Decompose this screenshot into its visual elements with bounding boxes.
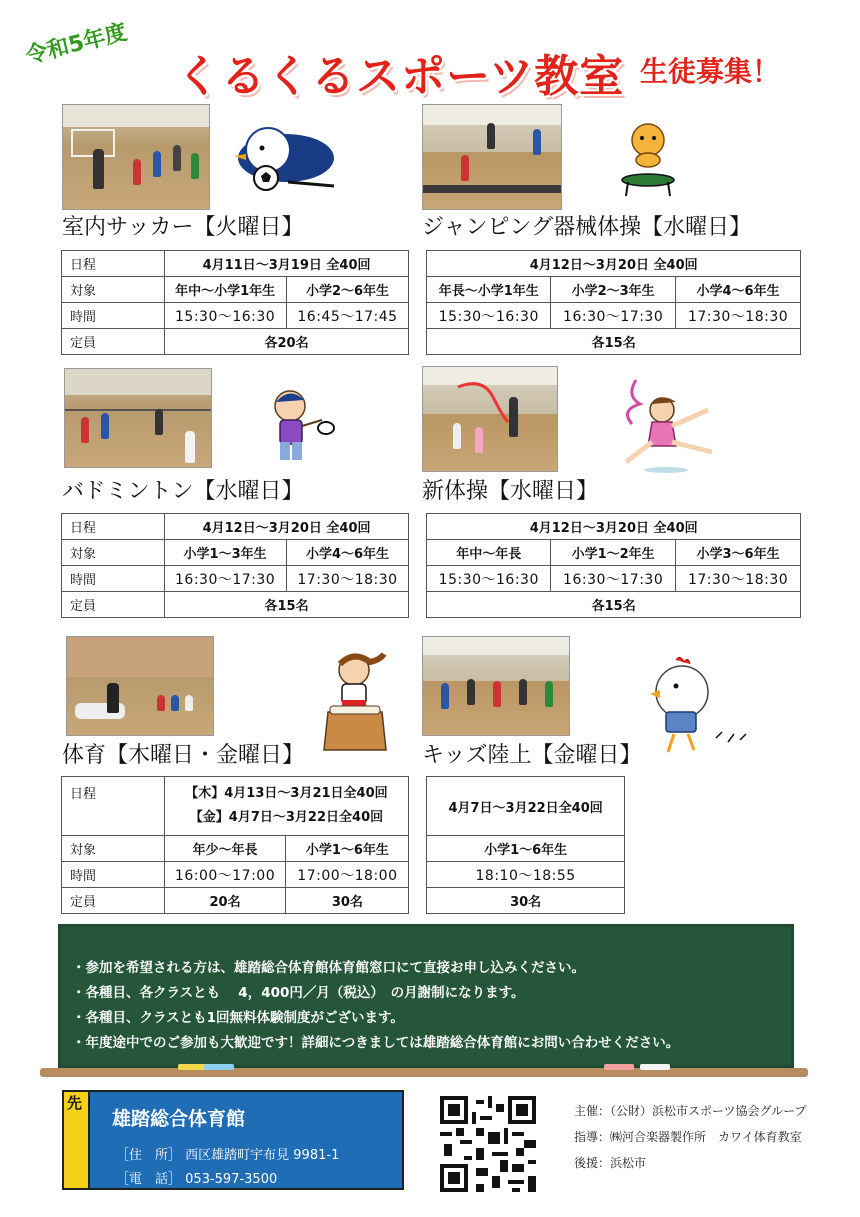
- rhythmic-photo: [422, 366, 558, 472]
- sport-label-athletics: キッズ陸上【金曜日】: [422, 743, 642, 768]
- rhythmic-target: 小学3～6年生: [676, 540, 801, 566]
- rhythmic-schedule: 4月12日～3月20日 全40回: [427, 514, 801, 540]
- row-header-schedule: 日程: [62, 777, 165, 836]
- badminton-target: 小学1～3年生: [164, 540, 286, 566]
- schedule-table-2: [61, 513, 801, 618]
- jumping-time: 17:30～18:30: [676, 303, 801, 329]
- rhythmic-target: 年中～年長: [427, 540, 551, 566]
- jumping-time: 16:30～17:30: [551, 303, 676, 329]
- row-header-target: 対象: [62, 836, 165, 862]
- schedule-table-3: [61, 776, 625, 914]
- contact-tag-label: 先: [65, 1095, 83, 1111]
- soccer-time: 15:30～16:30: [164, 303, 286, 329]
- badminton-boy-illustration: [268, 384, 340, 470]
- pe-photo: [66, 636, 214, 736]
- row-header-schedule: 日程: [62, 514, 165, 540]
- phone-label: ［電 話］: [116, 1172, 182, 1187]
- address-label: ［住 所］: [116, 1148, 182, 1163]
- row-header-schedule: 日程: [62, 251, 165, 277]
- sport-label-soccer: 室内サッカー【火曜日】: [62, 215, 304, 240]
- jumping-photo: [422, 104, 562, 210]
- page-title: くるくるスポーツ教室: [176, 51, 625, 102]
- phone-number[interactable]: 053-597-3500: [185, 1172, 278, 1187]
- sport-label-jumping: ジャンピング器械体操【水曜日】: [422, 215, 752, 240]
- badminton-schedule: 4月12日～3月20日 全40回: [164, 514, 409, 540]
- rhythmic-time: 16:30～17:30: [551, 566, 676, 592]
- rhythmic-time: 15:30～16:30: [427, 566, 551, 592]
- athletics-capacity: 30名: [427, 888, 625, 914]
- dog-trampoline-illustration: [616, 120, 680, 198]
- recruit-label: 生徒募集！: [640, 55, 781, 88]
- jumping-time: 15:30～16:30: [427, 303, 551, 329]
- notice-line: ・各種目、クラスとも1回無料体験制度がございます。: [72, 1010, 404, 1026]
- soccer-schedule: 4月11日～3月19日 全40回: [164, 251, 409, 277]
- badminton-capacity: 各15名: [164, 592, 409, 618]
- pe-schedule-thursday: 【木】4月13日～3月21日全40回: [185, 786, 388, 801]
- pe-time: 16:00～17:00: [164, 862, 286, 888]
- athletics-time: 18:10～18:55: [427, 862, 625, 888]
- rooster-runner-illustration: [636, 656, 760, 756]
- chalk-blue: [204, 1064, 234, 1070]
- contact-tag: [62, 1090, 90, 1190]
- jumping-schedule: 4月12日～3月20日 全40回: [427, 251, 801, 277]
- instructor: 指導：㈱河合楽器製作所 カワイ体育教室: [574, 1130, 802, 1144]
- notice-line: ・年度途中でのご参加も大歓迎です！詳細につきましては雄踏総合体育館にお問い合わせください。: [72, 1035, 680, 1051]
- facility-name: 雄踏総合体育館: [112, 1108, 246, 1130]
- soccer-time: 16:45～17:45: [286, 303, 409, 329]
- pe-capacity: 30名: [286, 888, 409, 914]
- contact-box: [90, 1090, 404, 1190]
- qr-code[interactable]: [440, 1096, 536, 1192]
- board-ledge: [40, 1068, 808, 1077]
- rhythmic-capacity: 各15名: [427, 592, 801, 618]
- gymnast-girl-illustration: [616, 376, 722, 476]
- jumping-target: 年長～小学1年生: [427, 277, 551, 303]
- athletics-photo: [422, 636, 570, 736]
- address: 西区雄踏町宇布見 9981-1: [185, 1148, 340, 1163]
- sport-label-badminton: バドミントン【水曜日】: [62, 479, 304, 504]
- athletics-schedule: 4月7日～3月22日全40回: [427, 777, 625, 836]
- pe-schedule-friday: 【金】4月7日～3月22日全40回: [189, 810, 384, 825]
- rhythmic-time: 17:30～18:30: [676, 566, 801, 592]
- notice-line: ・各種目、各クラスとも 4，400円／月（税込） の月謝制になります。: [72, 985, 525, 1001]
- chalk-pink: [604, 1064, 634, 1070]
- badminton-time: 16:30～17:30: [164, 566, 286, 592]
- row-header-time: 時間: [62, 303, 165, 329]
- soccer-capacity: 各20名: [164, 329, 409, 355]
- athletics-target: 小学1～6年生: [427, 836, 625, 862]
- penguin-soccer-illustration: [228, 116, 340, 198]
- pe-schedule: [164, 777, 409, 836]
- vaulting-girl-illustration: [318, 650, 392, 754]
- chalk-white: [640, 1064, 670, 1070]
- row-header-capacity: 定員: [62, 329, 165, 355]
- jumping-target: 小学2～3年生: [551, 277, 676, 303]
- soccer-photo: [62, 104, 210, 210]
- soccer-target: 小学2～6年生: [286, 277, 409, 303]
- badminton-photo: [64, 368, 212, 468]
- row-header-target: 対象: [62, 277, 165, 303]
- soccer-target: 年中～小学1年生: [164, 277, 286, 303]
- row-header-time: 時間: [62, 862, 165, 888]
- row-header-time: 時間: [62, 566, 165, 592]
- organizer: 主催：（公財）浜松市スポーツ協会グループ: [574, 1104, 807, 1118]
- pe-capacity: 20名: [164, 888, 286, 914]
- sport-label-rhythmic: 新体操【水曜日】: [422, 479, 599, 504]
- badminton-target: 小学4～6年生: [286, 540, 409, 566]
- row-header-capacity: 定員: [62, 592, 165, 618]
- notice-line: ・参加を希望される方は、雄踏総合体育館体育館窓口にて直接お申し込みください。: [72, 960, 585, 976]
- notice-board: [58, 924, 794, 1068]
- sport-label-pe: 体育【木曜日・金曜日】: [62, 743, 305, 768]
- row-header-target: 対象: [62, 540, 165, 566]
- supporter: 後援：浜松市: [574, 1156, 647, 1170]
- row-header-capacity: 定員: [62, 888, 165, 914]
- jumping-target: 小学4～6年生: [676, 277, 801, 303]
- pe-target: 小学1～6年生: [286, 836, 409, 862]
- schedule-table-1: [61, 250, 801, 355]
- rhythmic-target: 小学1～2年生: [551, 540, 676, 566]
- pe-target: 年少～年長: [164, 836, 286, 862]
- year-label: 令和5年度: [23, 19, 130, 70]
- jumping-capacity: 各15名: [427, 329, 801, 355]
- badminton-time: 17:30～18:30: [286, 566, 409, 592]
- pe-time: 17:00～18:00: [286, 862, 409, 888]
